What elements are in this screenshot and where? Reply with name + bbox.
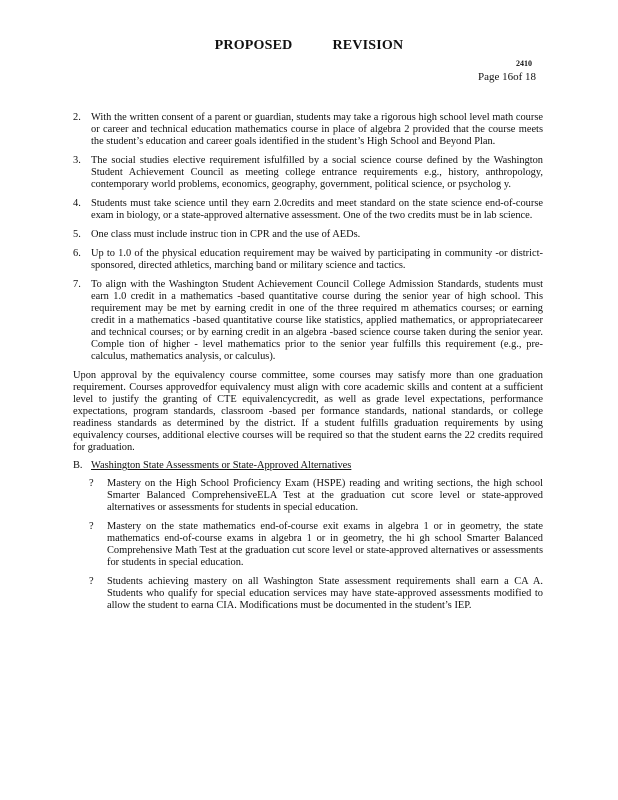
item-number: 6. bbox=[73, 248, 81, 259]
item-text: The social studies elective requirement isfulfilled by a social science course defined by the Washington Student Achievement Council as meeting college entrance requirements e.g., history, anthropology, contemporary world problems, economics, geography, government, political science, or psycholog y. bbox=[91, 155, 543, 190]
item-number: 2. bbox=[73, 112, 81, 123]
assessment-list bbox=[73, 478, 543, 612]
list-item bbox=[73, 248, 543, 272]
item-number: 3. bbox=[73, 155, 81, 166]
list-item bbox=[89, 576, 543, 612]
page-number: Page 16of 18 bbox=[477, 71, 536, 83]
title-proposed: PROPOSED bbox=[214, 38, 293, 53]
title-revision: REVISION bbox=[332, 38, 404, 53]
bullet-text: Students achieving mastery on all Washington State assessment requirements shall earn a CA A. Students who qualify for special education services may have state-approved assessments modified to allow the student to earna CIA. Modifications must be documented in the student’s IEP. bbox=[107, 576, 543, 611]
item-number: 4. bbox=[73, 198, 81, 209]
item-number: 5. bbox=[73, 229, 81, 240]
list-item bbox=[89, 521, 543, 569]
bullet-text: Mastery on the High School Proficiency Exam (HSPE) reading and writing sections, the high school Smarter Balanced ComprehensiveELA Test at the graduation cut score level or state-approved alternatives or assessments for students in special education. bbox=[107, 478, 543, 513]
policy-number: 2410 bbox=[516, 59, 532, 68]
bullet-text: Mastery on the state mathematics end-of-course exit exams in algebra 1 or in geometry, the state mathematics end-of-course exams in algebra 1 or in geometry, the hi gh school Smarter Balanced Comprehensive Math Test at the graduation cut score level or state-approved alternatives or assessments for students in special education. bbox=[107, 521, 543, 568]
section-letter: B. bbox=[73, 460, 83, 471]
bullet-marker: ? bbox=[89, 478, 94, 489]
list-item bbox=[89, 478, 543, 514]
list-item bbox=[73, 155, 543, 191]
list-item bbox=[73, 112, 543, 148]
item-text: Up to 1.0 of the physical education requirement may be waived by participating in community -or district-sponsored, directed athletics, marching band or military science and tactics. bbox=[91, 248, 543, 271]
section-b-heading bbox=[73, 460, 543, 472]
document-body bbox=[73, 112, 543, 619]
section-title: Washington State Assessments or State-Approved Alternatives bbox=[91, 460, 352, 471]
item-text: One class must include instruc tion in CPR and the use of AEDs. bbox=[91, 229, 361, 240]
item-text: Students must take science until they earn 2.0credits and meet standard on the state science end-of-course exam in biology, or a state-approved alternative assessment. One of the two credits must be in lab science. bbox=[91, 198, 543, 221]
bullet-marker: ? bbox=[89, 576, 94, 587]
bullet-marker: ? bbox=[89, 521, 94, 532]
equivalency-paragraph: Upon approval by the equivalency course committee, some courses may satisfy more than one graduation requirement. Courses approvedfor equivalency must align with core academic skills and content at a sufficient level to justify the granting of CTE equivalencycredit, as well as grade level expectations, performance expectations, program standards, classroom -based per formance standards, national standards, or college readiness standards as determined by the district. If a student fulfills graduation requirements by using equivalency courses, additional elective courses will be required so that the student earns the 22 credits required for graduation. bbox=[73, 370, 543, 453]
list-item bbox=[73, 279, 543, 363]
item-text: To align with the Washington Student Achievement Council College Admission Standards, students must earn 1.0 credit in a mathematics -based quantitative course during the senior year of high school. This requirement may be met by earning credit in one of the three required m athematics courses; or earning credit in a mathematics -based quantitative course like statistics, applied mathematics, or appropriatecareer and technical courses; or by earning credit in an algebra -based science course taken during the senior year. Comple tion of higher - level mathematics prior to the senior year fulfills this requirement (e.g., pre-calculus, mathematics analysis, or calculus). bbox=[91, 279, 543, 362]
list-item bbox=[73, 229, 543, 241]
requirements-list bbox=[73, 112, 543, 363]
item-number: 7. bbox=[73, 279, 81, 290]
list-item bbox=[73, 198, 543, 222]
page-title bbox=[0, 38, 618, 54]
item-text: With the written consent of a parent or guardian, students may take a rigorous high school level math course or career and technical education mathematics course in place of algebra 2 provided that the course meets the student’s education and career goals identified in the student’s High School and Beyond Plan. bbox=[91, 112, 543, 147]
